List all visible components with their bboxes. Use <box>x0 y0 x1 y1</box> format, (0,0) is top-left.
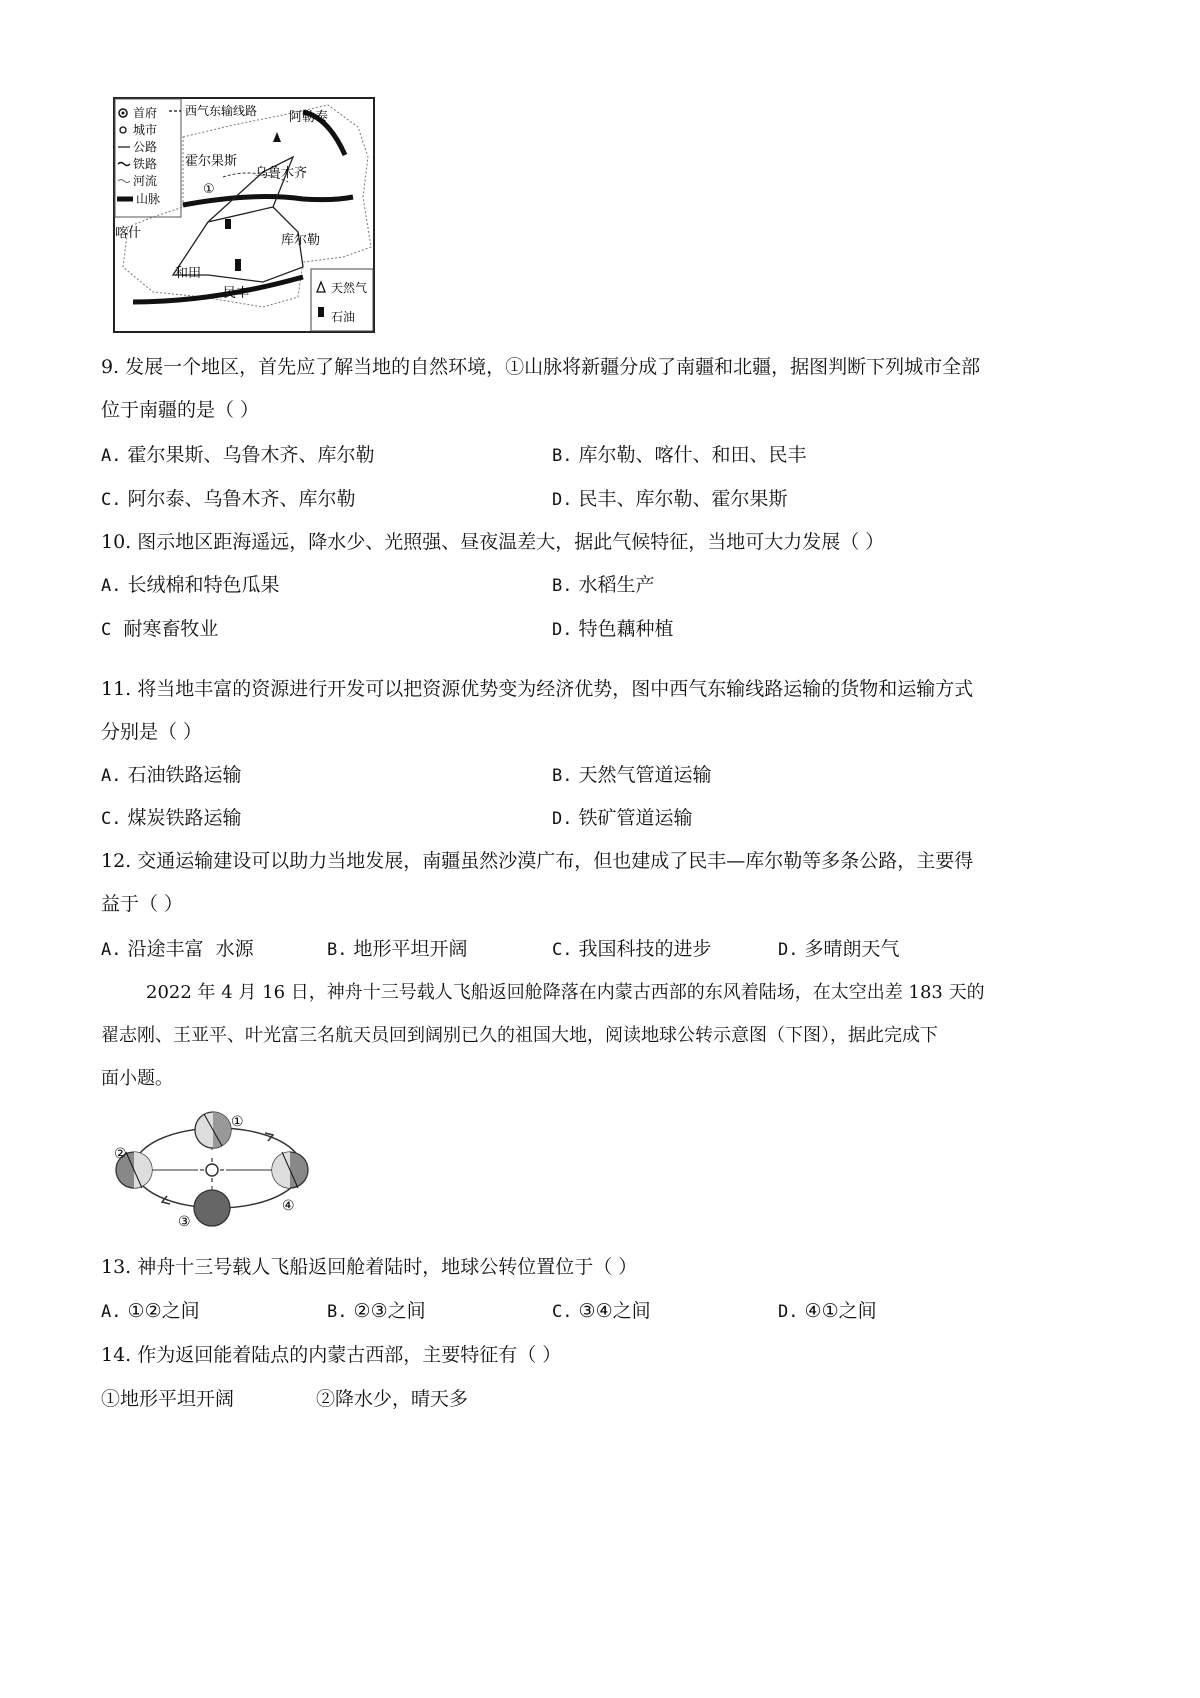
q9-option-c-text: 阿尔泰、乌鲁木齐、库尔勒 <box>127 488 356 510</box>
q11-option-a-letter: A. <box>101 766 122 786</box>
q11-stem-line2: 分别是（ ） <box>101 721 203 743</box>
q13-option-d-letter: D. <box>778 1302 799 1322</box>
q11-option-d-text: 铁矿管道运输 <box>578 807 693 829</box>
legend-capital: 首府 <box>133 106 158 120</box>
q9-option-a-letter: A. <box>101 446 122 466</box>
legend-city: 城市 <box>133 123 158 137</box>
place-kashi: 喀什 <box>115 226 142 241</box>
passage-line1: 2022 年 4 月 16 日，神舟十三号载人飞船返回舱降落在内蒙古西部的东风着陆场，在太空出差 183 天的 <box>146 982 985 1003</box>
q12-option-c-letter: C. <box>552 940 573 960</box>
q10-option-a-text: 长绒棉和特色瓜果 <box>127 574 280 596</box>
q9-option-d <box>552 486 788 513</box>
q11-option-a-text: 石油铁路运输 <box>127 764 242 786</box>
q11-option-a <box>101 762 242 789</box>
q9-option-c-letter: C. <box>101 490 122 510</box>
q9-stem-line2: 位于南疆的是（ ） <box>101 399 260 421</box>
xinjiang-map-figure <box>113 97 375 333</box>
q10-option-c-text: 耐寒畜牧业 <box>123 618 219 640</box>
q10-stem: 10. 图示地区距海遥远，降水少、光照强、昼夜温差大，据此气候特征，当地可大力发展（ ） <box>101 531 885 553</box>
q10-option-d <box>552 616 674 643</box>
legend-road: 公路 <box>133 140 158 154</box>
legend-mountain: 山脉 <box>136 192 161 206</box>
place-minfeng: 民丰 <box>223 286 250 301</box>
q13-option-a-text: ①②之间 <box>127 1300 200 1322</box>
q10-option-c-letter: C <box>101 620 112 640</box>
q13-option-c-letter: C. <box>552 1302 573 1322</box>
orbit-label-1: ① <box>231 1114 244 1130</box>
q10-option-b-text: 水稻生产 <box>578 574 655 596</box>
orbit-label-4: ④ <box>282 1198 295 1214</box>
mountain-marker: ① <box>203 182 215 197</box>
q14-item-2: ②降水少，晴天多 <box>316 1388 469 1410</box>
earth-orbit-diagram <box>100 1108 332 1230</box>
passage-line2: 翟志刚、王亚平、叶光富三名航天员回到阔别已久的祖国大地，阅读地球公转示意图（下图），据此完成下 <box>101 1025 938 1046</box>
place-urumqi: 乌鲁木齐 <box>255 166 308 181</box>
earth-position-3 <box>194 1190 230 1226</box>
legend-natural-gas: 天然气 <box>331 281 368 295</box>
q11-option-c-text: 煤炭铁路运输 <box>127 807 242 829</box>
q13-option-d-text: ④①之间 <box>804 1300 877 1322</box>
place-huoerguosi: 霍尔果斯 <box>185 154 238 169</box>
q13-option-c-text: ③④之间 <box>578 1300 651 1322</box>
passage-line3: 面小题。 <box>101 1068 173 1089</box>
legend-railway: 铁路 <box>133 157 158 171</box>
q13-option-a <box>101 1298 200 1325</box>
legend-oil: 石油 <box>331 310 356 324</box>
q11-option-b <box>552 762 712 789</box>
q13-option-b-letter: B. <box>327 1302 348 1322</box>
legend-pipeline: 西气东输线路 <box>185 104 258 118</box>
q10-option-a-letter: A. <box>101 576 122 596</box>
q14-item-1: ①地形平坦开阔 <box>101 1388 235 1410</box>
q12-option-a-text: 沿途丰富 水源 <box>127 938 254 960</box>
q9-option-b <box>552 442 807 469</box>
q12-option-b-letter: B. <box>327 940 348 960</box>
q11-option-b-letter: B. <box>552 766 573 786</box>
q12-option-a-letter: A. <box>101 940 122 960</box>
q9-stem-line1: 9. 发展一个地区，首先应了解当地的自然环境，①山脉将新疆分成了南疆和北疆，据图判断下列城市全部 <box>101 356 981 378</box>
xinjiang-map <box>113 97 375 333</box>
q9-option-d-letter: D. <box>552 490 573 510</box>
earth-orbit-figure <box>100 1108 332 1230</box>
orbit-label-3: ③ <box>178 1214 191 1230</box>
q12-option-d-text: 多晴朗天气 <box>804 938 900 960</box>
q12-stem-line1: 12. 交通运输建设可以助力当地发展，南疆虽然沙漠广布，但也建成了民丰—库尔勒等多条公路，主要得 <box>101 850 974 872</box>
q12-option-b <box>327 936 468 963</box>
orbit-label-2: ② <box>114 1146 127 1162</box>
q10-option-b <box>552 572 655 599</box>
q11-option-b-text: 天然气管道运输 <box>578 764 712 786</box>
q10-option-d-letter: D. <box>552 620 573 640</box>
q11-option-d <box>552 805 693 832</box>
q13-option-a-letter: A. <box>101 1302 122 1322</box>
q13-option-c <box>552 1298 651 1325</box>
q9-option-c <box>101 486 356 513</box>
q9-option-d-text: 民丰、库尔勒、霍尔果斯 <box>578 488 788 510</box>
place-hetian: 和田 <box>175 266 202 281</box>
q10-option-c <box>101 616 218 643</box>
q12-stem-line2: 益于（ ） <box>101 893 184 915</box>
q12-option-b-text: 地形平坦开阔 <box>353 938 468 960</box>
q12-option-d-letter: D. <box>778 940 799 960</box>
q11-option-c-letter: C. <box>101 809 122 829</box>
q13-option-b-text: ②③之间 <box>353 1300 426 1322</box>
q9-option-a-text: 霍尔果斯、乌鲁木齐、库尔勒 <box>127 444 375 466</box>
q11-option-c <box>101 805 242 832</box>
q11-stem-line1: 11. 将当地丰富的资源进行开发可以把资源优势变为经济优势，图中西气东输线路运输的货物和运输方式 <box>101 678 974 700</box>
q11-option-d-letter: D. <box>552 809 573 829</box>
q13-stem: 13. 神舟十三号载人飞船返回舱着陆时，地球公转位置位于（ ） <box>101 1256 638 1278</box>
q9-option-a <box>101 442 375 469</box>
legend-river: 河流 <box>133 174 158 188</box>
q9-option-b-letter: B. <box>552 446 573 466</box>
q9-option-b-text: 库尔勒、喀什、和田、民丰 <box>578 444 807 466</box>
q12-option-a <box>101 936 254 963</box>
sun-icon <box>206 1164 218 1176</box>
q13-option-b <box>327 1298 426 1325</box>
q12-option-c <box>552 936 712 963</box>
q12-option-d <box>778 936 900 963</box>
q14-stem: 14. 作为返回能着陆点的内蒙古西部，主要特征有（ ） <box>101 1344 562 1366</box>
q10-option-d-text: 特色藕种植 <box>578 618 674 640</box>
q10-option-b-letter: B. <box>552 576 573 596</box>
place-korla: 库尔勒 <box>281 233 321 248</box>
q10-option-a <box>101 572 280 599</box>
place-aletai: 阿勒泰 <box>289 110 329 125</box>
q13-option-d <box>778 1298 877 1325</box>
q12-option-c-text: 我国科技的进步 <box>578 938 712 960</box>
